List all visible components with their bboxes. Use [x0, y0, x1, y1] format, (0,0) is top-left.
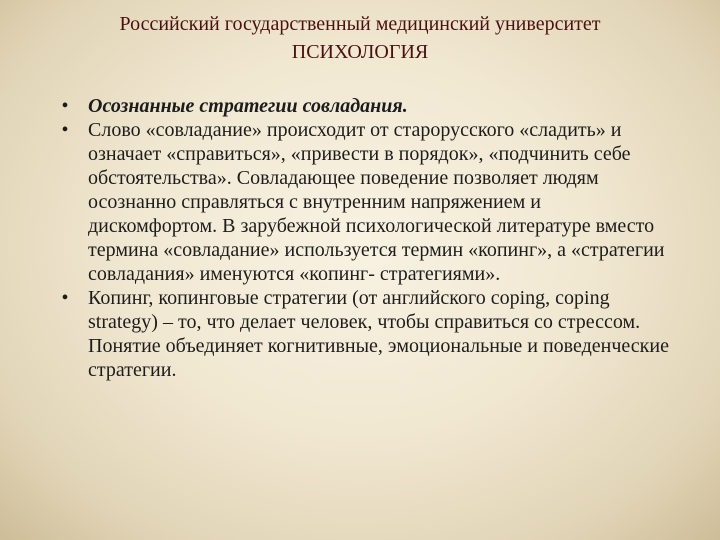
- bullet-text-heading: Осознанные стратегии совладания.: [88, 95, 408, 117]
- bullet-dot-icon: •: [61, 287, 69, 309]
- bullet-dot-icon: •: [61, 119, 69, 141]
- bullet-text-definition: Слово «совладание» происходит от старорусского «сладить» и означает «справиться», «привести в порядок», «подчинить себе обстоятельства». Совладающее поведение позволяет людям осознанно справляться с внутренним напряжением и дискомфортом. В зарубежной психологической литературе вместо термина «совладание» используется термин «копинг», а «стратегии совладания» именуются «копинг- стратегиями».: [88, 119, 665, 285]
- bullet-text-coping: Копинг, копинговые стратегии (от английского coping, coping strategy) – то, что делает человек, чтобы справиться со стрессом. Понятие объединяет когнитивные, эмоциональные и поведенческие стратегии.: [88, 287, 669, 381]
- bullet-item-coping: [58, 286, 670, 382]
- bullet-item-definition: [58, 118, 670, 286]
- bullet-dot-icon: •: [61, 95, 69, 117]
- bullet-list: [58, 94, 670, 382]
- slide-header: [0, 10, 720, 66]
- university-name: Российский государственный медицинский университет: [119, 13, 601, 35]
- bullet-item-heading: [58, 94, 670, 118]
- subject-title: ПСИХОЛОГИЯ: [291, 41, 429, 63]
